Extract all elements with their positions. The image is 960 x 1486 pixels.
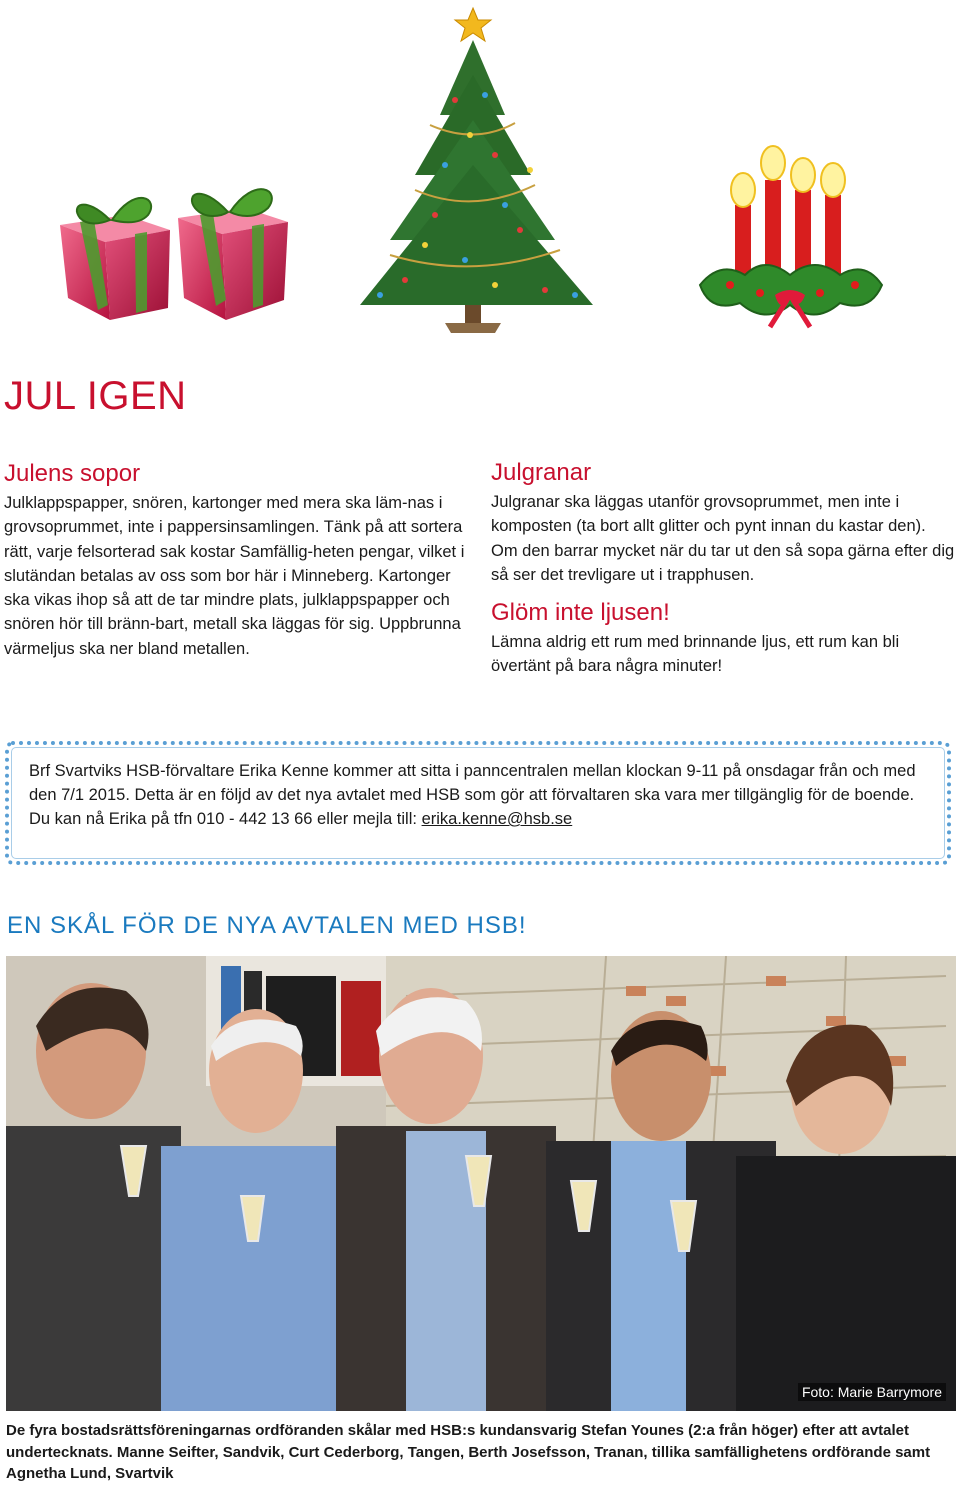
photo-caption: De fyra bostadsrättsföreningarnas ordföranden skålar med HSB:s kundansvarig Stefan Younes (2:a från höger) efter att avtalet undertecknats. Manne Seifter, Sandvik, Curt Cederborg, Tangen, Berth Josefsson, Tranan, tillika samfällighetens ordförande samt Agnetha Lund, Svartvik [6, 1422, 931, 1482]
photo-heading: EN SKÅL FÖR DE NYA AVTALEN MED HSB! [7, 912, 527, 939]
group-photo [6, 956, 956, 1411]
advent-candles-icon [690, 135, 890, 335]
ljusen-heading: Glöm inte ljusen! [491, 599, 670, 627]
notice-body: Brf Svartviks HSB-förvaltare Erika Kenne kommer att sitta i panncentralen mellan klockan 9-11 på onsdagar från och med den 7/1 2015. Detta är en följd av det nya avtalet med HSB som gör att förvaltaren ska vara mer tillgänglig för de boende. Du kan nå Erika på tfn 010 - 442 13 66 eller mejla till: [29, 762, 916, 828]
julens-sopor-heading: Julens sopor [4, 460, 141, 487]
email-link[interactable]: erika.kenne@hsb.se [421, 810, 573, 828]
julens-sopor-section [4, 460, 474, 661]
julgranar-text: Julgranar ska läggas utanför grovsoprummet, men inte i komposten (ta bort allt glitter och pynt innan du kastar den). Om den barrar mycket när du tar ut den så sopa gärna efter dig så ser det trevligare ut i trapphusen. [491, 493, 955, 584]
notice-text [29, 759, 927, 831]
julgranar-section [491, 459, 956, 679]
gift-boxes-icon [50, 170, 295, 335]
page-title: JUL IGEN [4, 374, 187, 418]
notice-box [5, 741, 951, 865]
christmas-tree-icon [345, 5, 610, 340]
ljusen-text: Lämna aldrig ett rum med brinnande ljus, ett rum kan bli övertänt på bara några minuter! [491, 633, 900, 676]
photo-credit: Foto: Marie Barrymore [798, 1383, 946, 1401]
julgranar-heading: Julgranar [491, 459, 592, 486]
julens-sopor-text: Julklappspapper, snören, kartonger med mera ska läm-nas i grovsoprummet, inte i pappersinsamlingen. Tänk på att sortera rätt, varje felsorterad sak kostar Samfällig-heten pengar, vilket i slutändan betalas av oss som bor här i Minneberg. Kartonger ska vikas ihop så att de tar mindre plats, julklappspapper och snören hör till bränn-bart, metall ska läggas för sig. Uppbrunna värmeljus ska ner bland metallen. [4, 494, 465, 658]
